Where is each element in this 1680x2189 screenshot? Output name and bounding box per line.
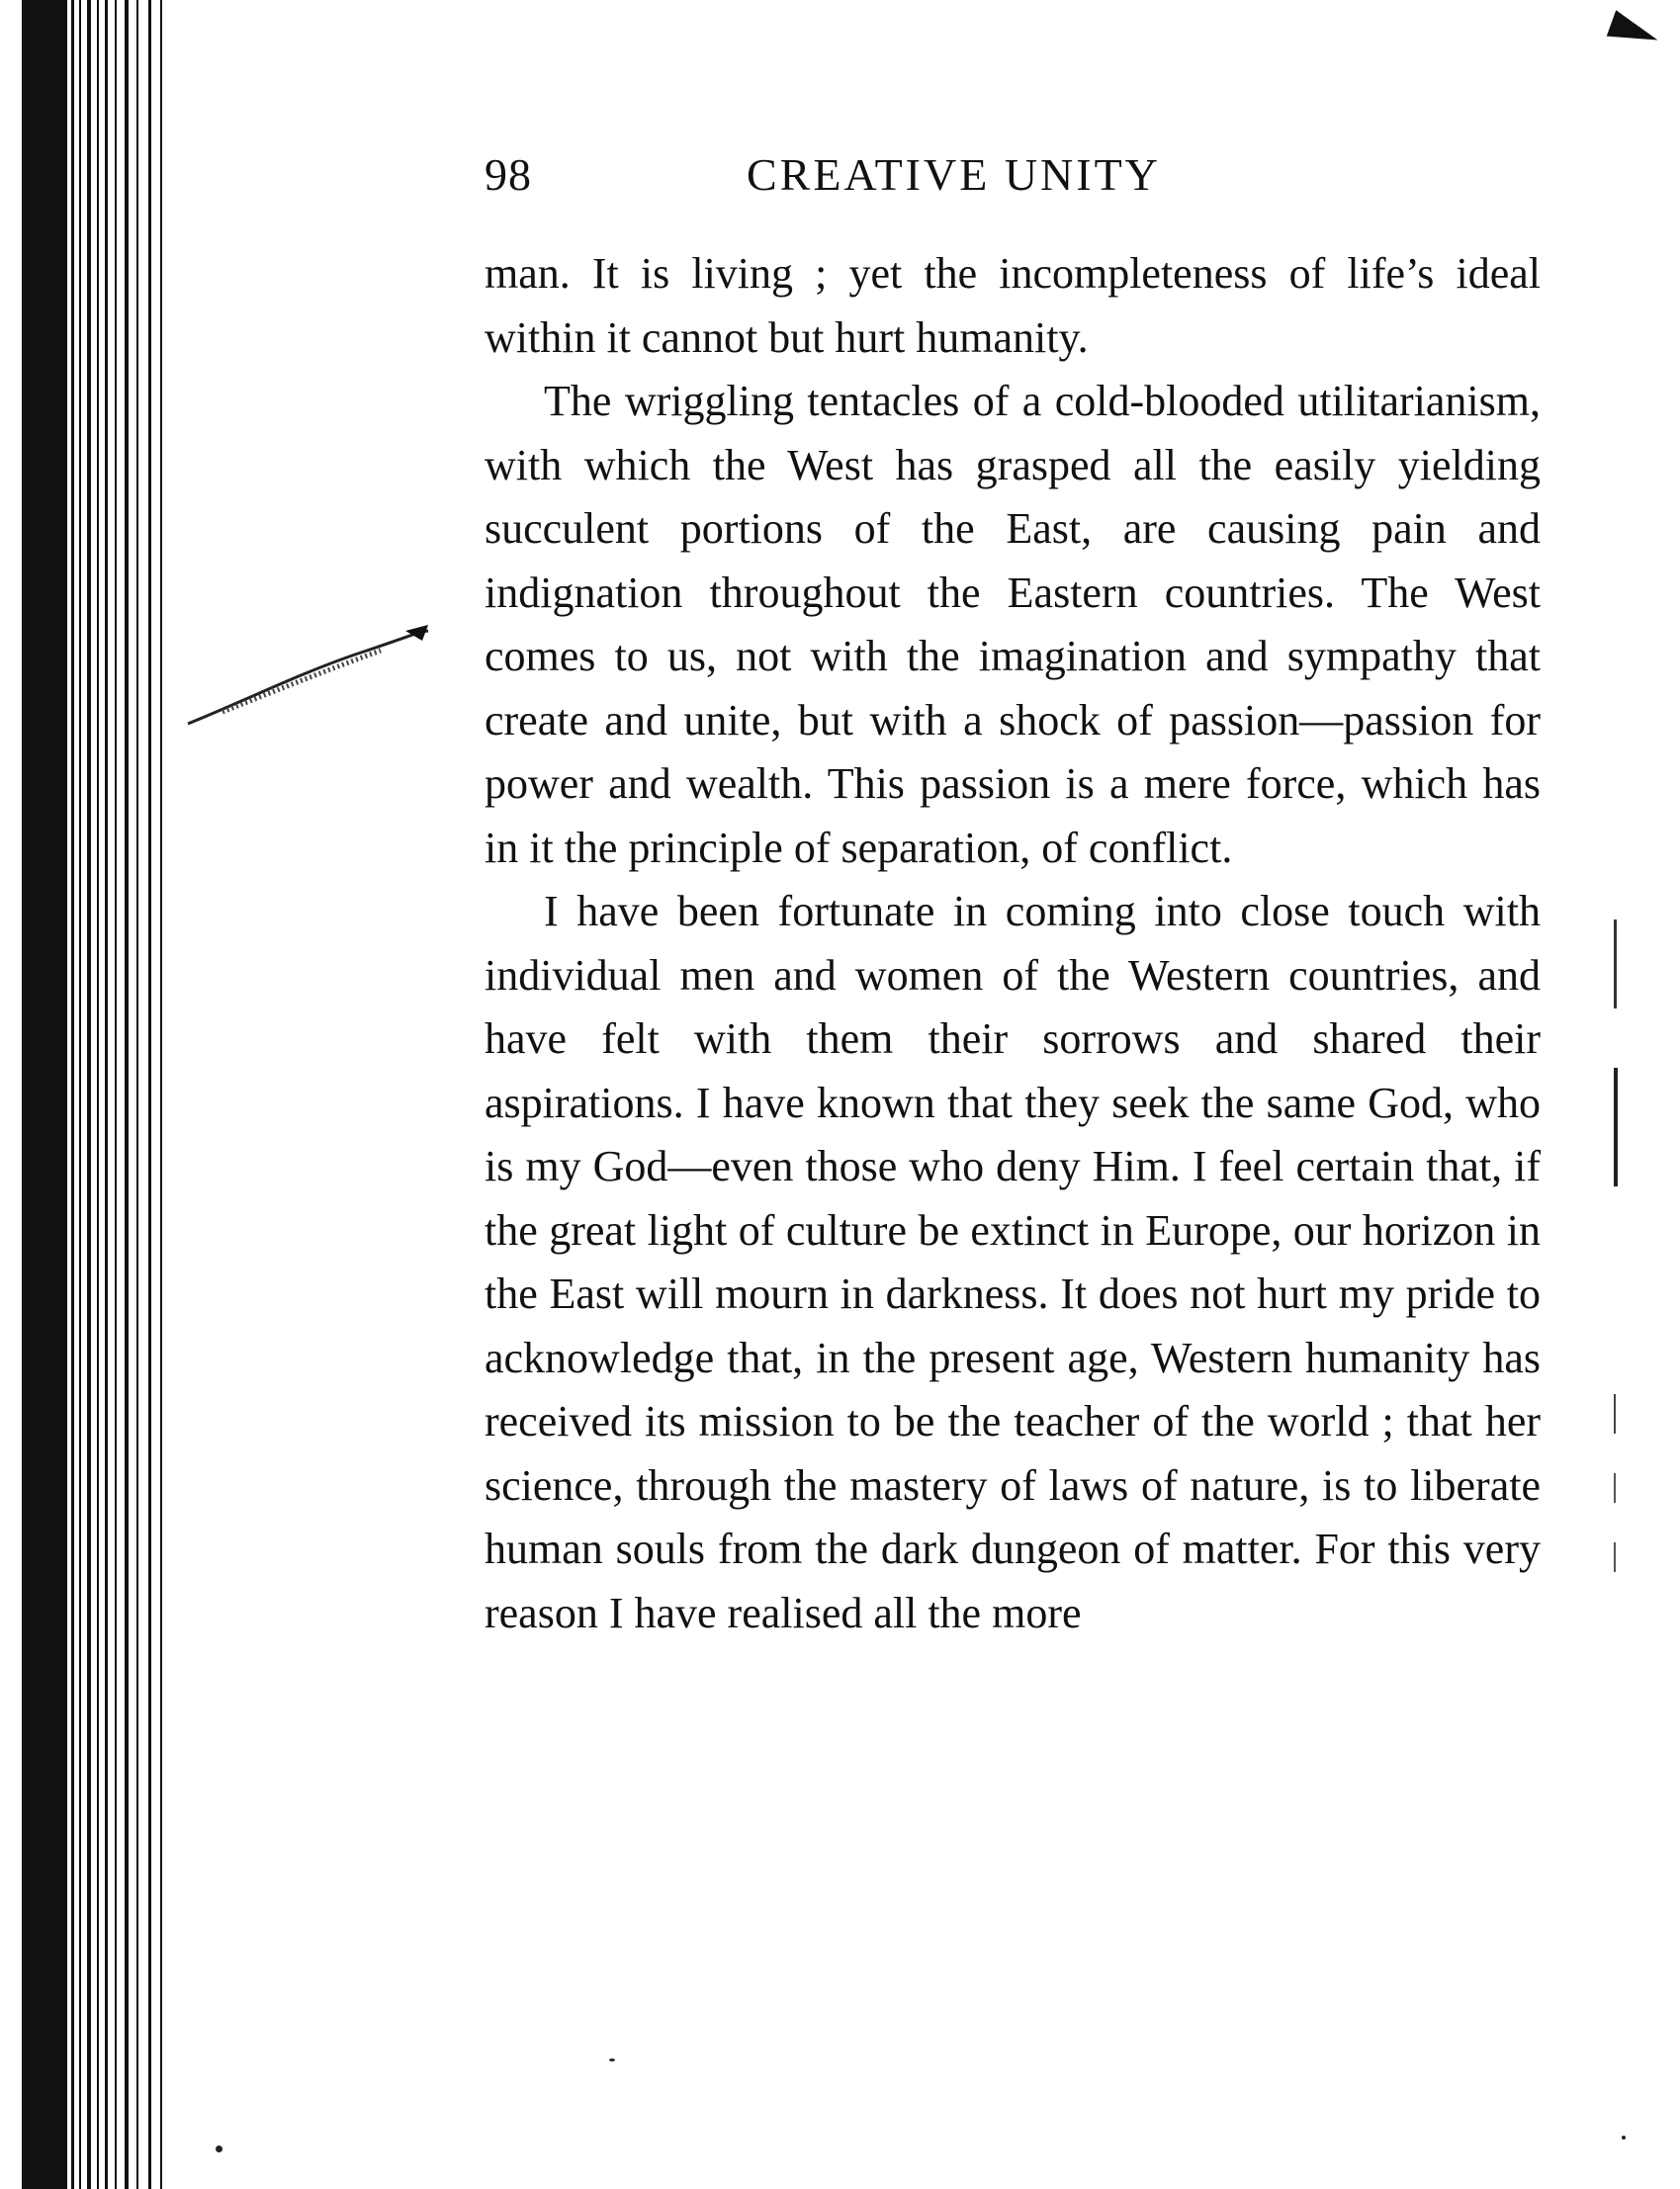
gutter-rule (105, 0, 108, 2189)
gutter-rule (97, 0, 99, 2189)
gutter-dark-band (22, 0, 67, 2189)
margin-marks (1606, 919, 1626, 1612)
gutter-rule (148, 0, 151, 2189)
gutter-rule (125, 0, 129, 2189)
pencil-mark-icon (183, 613, 430, 732)
gutter-rule (160, 0, 162, 2189)
gutter-rule (115, 0, 117, 2189)
speck (1622, 2136, 1626, 2140)
gutter-rule (79, 0, 81, 2189)
body-text (485, 242, 1541, 1645)
running-title: CREATIVE UNITY (747, 149, 1161, 200)
gutter-rule (136, 0, 138, 2189)
binding-gutter (0, 0, 178, 2189)
page-number: 98 (485, 149, 532, 200)
speck (216, 2145, 222, 2152)
running-header (485, 148, 1572, 218)
paragraph: The wriggling tentacles of a cold-blooded utilitarianism, with which the West has grasped all the easily yielding succulent portions of the East, are causing pain and indignation throughout the Eastern countries. The West comes to us, not with the imagination and sympathy that create and unite, but with a shock of passion—passion for power and wealth. This passion is a mere force, which has in it the principle of separation, of conflict. (485, 377, 1541, 872)
corner-mark-icon (1607, 10, 1663, 52)
gutter-rule (71, 0, 74, 2189)
speck (609, 2058, 615, 2061)
paragraph: I have been fortunate in coming into close touch with individual men and women of the Western countries, and have felt with them their sorrows and shared their aspirations. I have known that they seek the same God, who is my God—even those who deny Him. I feel certain that, if the great light of culture be extinct in Europe, our horizon in the East will mourn in darkness. It does not hurt my pride to acknowledge that, in the present age, Western humanity has received its mission to be the teacher of the world ; that her science, through the mastery of laws of nature, is to liberate human souls from the dark dungeon of matter. For this very reason I have realised all the more (485, 887, 1541, 1637)
paragraph: man. It is living ; yet the incompleteness of life’s ideal within it cannot but hurt humanity. (485, 249, 1541, 362)
gutter-rule (87, 0, 91, 2189)
